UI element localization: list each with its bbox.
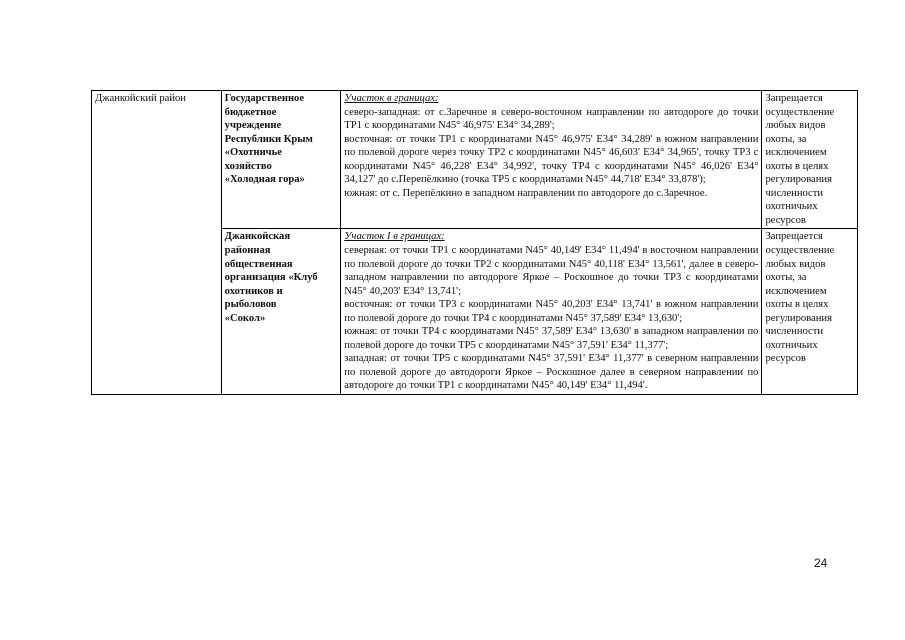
- table-row: [92, 91, 858, 229]
- boundary-northwest: северо-западная: от с.Заречное в северо-восточном направлении по автодороге до точки ТР1 с координатами N45° 46,975' E34° 34,289';: [344, 106, 759, 132]
- boundaries-cell: [341, 229, 762, 395]
- boundary-west: западная: от точки ТР5 с координатами N45° 37,591' E34° 11,377' в северном направлении по полевой дороге до автодороги Яркое – Роскошное далее в северном направлении по автодороге до точки ТР1 с координатами N45° 40,149' E34° 11,494'.: [344, 353, 759, 392]
- boundary-east: восточная: от точки ТР3 с координатами N45° 40,203' E34° 13,741' в южном направлении по полевой дороге до точки ТР4 с координатами N45° 37,589' E34° 13,630';: [344, 299, 759, 324]
- section-title: Участок I в границах:: [344, 231, 445, 243]
- restriction-cell: [762, 91, 858, 229]
- organization-cell: [221, 91, 341, 229]
- restriction-text: Запрещается осуществление любых видов охоты, за исключением охоты в целях регулирования численности охотничьих ресурсов: [765, 93, 835, 226]
- boundary-south: южная: от точки ТР4 с координатами N45° 37,589' E34° 13,630' в западном направлении по полевой дороге до точки ТР5 с координатами N45° 37,591' E34° 11,377';: [344, 326, 759, 351]
- district-name: Джанкойский район: [95, 93, 186, 104]
- page-number: 24: [814, 556, 828, 570]
- organization-cell: [221, 229, 341, 395]
- district-cell: [92, 91, 222, 395]
- boundary-north: северная: от точки ТР1 с координатами N45° 40,149' E34° 11,494' в восточном направлении по полевой дороге до точки ТР2 с координатами N45° 40,118' E34° 13,561', далее в северо-западном направлении по автодороге Яркое – Роскошное до точки ТР3 с координатами N45° 40,203' E34° 13,741';: [344, 245, 759, 297]
- section-title: Участок в границах:: [344, 93, 439, 104]
- boundaries-cell: [341, 91, 762, 229]
- organization-name: Джанкойская районная общественная организация «Клуб охотников и рыболовов «Сокол»: [224, 231, 318, 324]
- hunting-grounds-table: [91, 90, 858, 395]
- boundary-east: восточная: от точки ТР1 с координатами N45° 46,975' E34° 34,289' в южном направлении по полевой дороге через точку ТР2 с координатами N45° 46,603' E34° 34,965', точку ТР3 с координатами N45° 46,228' E34° 34,992', точку ТР4 с координатами N45° 46,026' E34° 34,127' до с.Перепёлкино (точка ТР5 с координатами N45° 44,718' E34° 33,878');: [344, 133, 759, 186]
- boundary-south: южная: от с. Перепёлкино в западном направлении по автодороге до с.Заречное.: [344, 187, 708, 199]
- restriction-text: Запрещается осуществление любых видов охоты, за исключением охоты в целях регулирования численности охотничьих ресурсов: [765, 231, 835, 365]
- organization-name: Государственное бюджетное учреждение Республики Крым «Охотничье хозяйство «Холодная гора»: [224, 93, 313, 186]
- restriction-cell: [762, 229, 858, 395]
